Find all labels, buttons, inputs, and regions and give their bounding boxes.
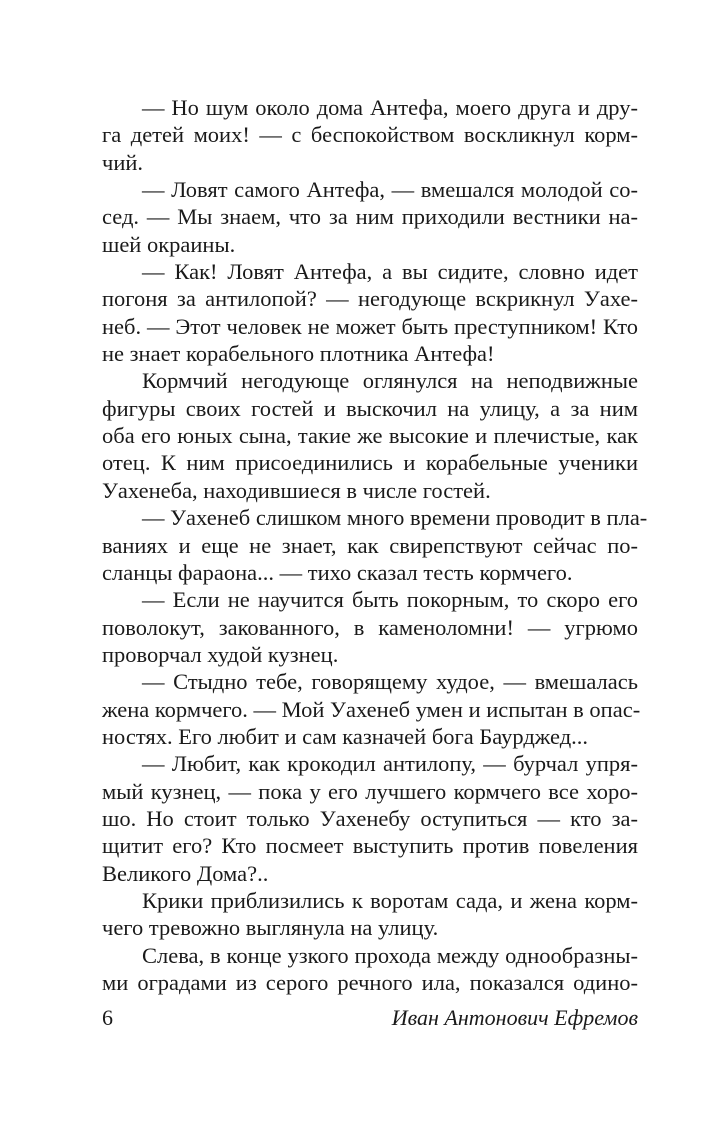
text-line: чий. xyxy=(102,149,144,175)
text-line: Слева, в конце узкого прохода между однообразны- xyxy=(142,942,638,968)
text-line: сед. — Мы знаем, что за ним приходили вестники на- xyxy=(102,204,638,230)
text-line: Крики приблизились к воротам сада, и жена корм- xyxy=(142,887,638,913)
text-line: шо. Но стоит только Уахенебу оступиться — кто за- xyxy=(102,805,638,831)
text-line: сланцы фараона... — тихо сказал тесть кормчего. xyxy=(102,559,573,585)
text-line: Кормчий негодующе оглянулся на неподвижные xyxy=(142,368,638,394)
text-line: жена кормчего. — Мой Уахенеб умен и испытан в опас- xyxy=(102,696,641,722)
text-line: чего тревожно выглянула на улицу. xyxy=(102,915,439,941)
body-text xyxy=(102,94,648,996)
text-line: — Как! Ловят Антефа, а вы сидите, словно идет xyxy=(142,259,638,285)
text-line: оба его юных сына, такие же высокие и плечистые, как xyxy=(102,423,638,449)
running-footer-author: Иван Антонович Ефремов xyxy=(391,1005,638,1030)
text-line: мый кузнец, — пока у его лучшего кормчего все хоро- xyxy=(102,778,638,804)
page-number: 6 xyxy=(102,1005,113,1030)
page-footer xyxy=(102,1003,638,1033)
text-line: — Уахенеб слишком много времени проводит в пла- xyxy=(142,505,648,531)
text-line: Уахенеба, находившиеся в числе гостей. xyxy=(102,477,491,503)
text-line: га детей моих! — с беспокойством воскликнул корм- xyxy=(102,122,638,148)
text-line: ваниях и еще не знает, как свирепствуют сейчас по- xyxy=(102,532,638,558)
text-line: — Стыдно тебе, говорящему худое, — вмешалась xyxy=(142,669,638,695)
text-line: ностях. Его любит и сам казначей бога Баурджед... xyxy=(102,723,589,749)
text-line: — Ловят самого Антефа, — вмешался молодой со- xyxy=(142,177,638,203)
text-line: щитит его? Кто посмеет выступить против повеления xyxy=(102,833,638,859)
text-line: ми оградами из серого речного ила, показался одино- xyxy=(102,970,638,995)
text-line: — Любит, как крокодил антилопу, — бурчал упря- xyxy=(142,751,638,777)
text-line: отец. К ним присоединились и корабельные ученики xyxy=(102,450,638,476)
text-line: не знает корабельного плотника Антефа! xyxy=(102,341,495,367)
text-line: поволокут, закованного, в каменоломни! — угрюмо xyxy=(102,614,638,640)
text-line: неб. — Этот человек не может быть преступником! Кто xyxy=(102,313,638,339)
text-line: проворчал худой кузнец. xyxy=(102,641,339,667)
text-line: шей окраины. xyxy=(102,231,236,257)
text-line: — Если не научится быть покорным, то скоро его xyxy=(142,587,638,613)
text-line: Великого Дома?.. xyxy=(102,860,269,886)
text-line: — Но шум около дома Антефа, моего друга и дру- xyxy=(142,95,638,120)
text-line: погоня за антилопой? — негодующе вскрикнул Уахе- xyxy=(102,286,638,312)
text-line: фигуры своих гостей и выскочил на улицу, а за ним xyxy=(102,395,638,421)
